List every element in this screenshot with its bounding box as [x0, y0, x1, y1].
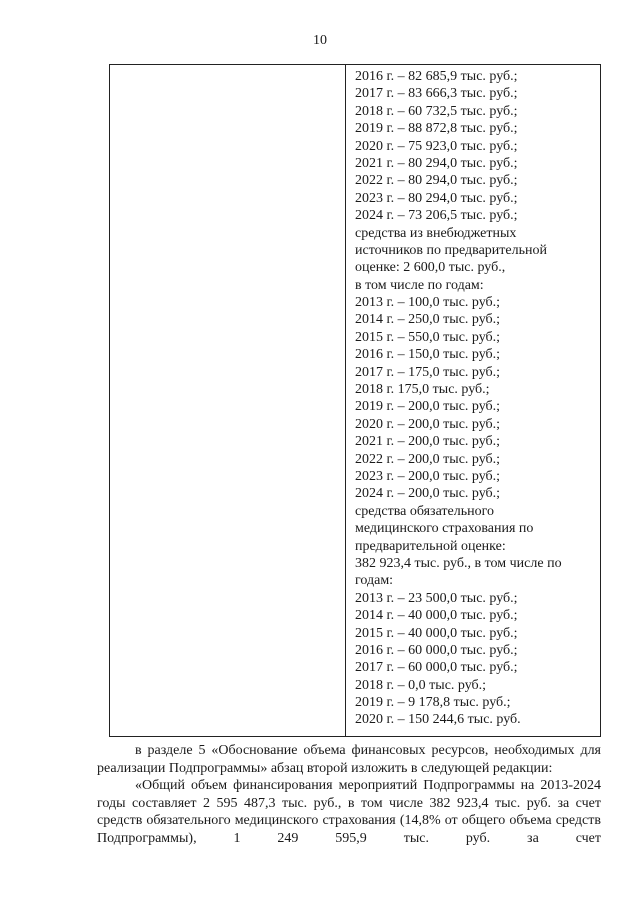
funding-line: 2019 г. – 200,0 тыс. руб.; — [355, 399, 501, 415]
funding-line: оценке: 2 600,0 тыс. руб., — [355, 260, 506, 276]
funding-line: 2016 г. – 150,0 тыс. руб.; — [355, 347, 501, 363]
amendment-paragraph: в разделе 5 «Обоснование объема финансовых ресурсов, необходимых для реализации Подпрограммы» абзац второй изложить в следующей редакции: — [97, 743, 601, 776]
funding-line: 2017 г. – 60 000,0 тыс. руб.; — [355, 660, 518, 676]
funding-line: 2020 г. – 200,0 тыс. руб.; — [355, 416, 501, 432]
funding-line: 2013 г. – 23 500,0 тыс. руб.; — [355, 590, 518, 606]
funding-line: 2018 г. – 60 732,5 тыс. руб.; — [355, 103, 518, 119]
page-number: 10 — [313, 33, 327, 48]
funding-line: 2015 г. – 550,0 тыс. руб.; — [355, 329, 501, 345]
funding-line: 2022 г. – 200,0 тыс. руб.; — [355, 451, 501, 467]
body-text — [97, 742, 601, 847]
funding-cell — [355, 68, 595, 729]
funding-line: 2020 г. – 150 244,6 тыс. руб. — [355, 712, 521, 728]
funding-line: предварительной оценке: — [355, 538, 506, 554]
funding-line: 2019 г. – 9 178,8 тыс. руб.; — [355, 695, 511, 711]
funding-line: источников по предварительной — [355, 242, 547, 258]
funding-line: 2020 г. – 75 923,0 тыс. руб.; — [355, 138, 518, 154]
funding-line: 2019 г. – 88 872,8 тыс. руб.; — [355, 121, 518, 137]
table-column-divider — [345, 65, 346, 736]
funding-line: 382 923,4 тыс. руб., в том числе по — [355, 555, 562, 571]
funding-line: 2016 г. – 82 685,9 тыс. руб.; — [355, 69, 518, 84]
funding-line: 2013 г. – 100,0 тыс. руб.; — [355, 295, 501, 311]
funding-line: 2015 г. – 40 000,0 тыс. руб.; — [355, 625, 518, 641]
funding-line: 2021 г. – 200,0 тыс. руб.; — [355, 434, 501, 450]
funding-line: годам: — [355, 573, 394, 589]
funding-line: средства обязательного — [355, 503, 495, 519]
funding-line: 2016 г. – 60 000,0 тыс. руб.; — [355, 642, 518, 658]
funding-line: 2017 г. – 83 666,3 тыс. руб.; — [355, 86, 518, 102]
funding-line: 2021 г. – 80 294,0 тыс. руб.; — [355, 155, 518, 171]
funding-line: 2024 г. – 200,0 тыс. руб.; — [355, 486, 501, 502]
funding-line: 2017 г. – 175,0 тыс. руб.; — [355, 364, 501, 380]
funding-paragraph: «Общий объем финансирования мероприятий Подпрограммы на 2013-2024 годы составляет 2 595 487,3 тыс. руб., в том числе 382 923,4 тыс. руб. за счет средств обязательного медицинского страхования (14,8% от общего объема средств Подпрограммы), 1 249 595,9 тыс. руб. за счет — [97, 778, 601, 846]
funding-line: в том числе по годам: — [355, 277, 484, 293]
funding-line: 2018 г. 175,0 тыс. руб.; — [355, 382, 490, 398]
funding-line: медицинского страхования по — [355, 521, 534, 537]
funding-line: 2022 г. – 80 294,0 тыс. руб.; — [355, 173, 518, 189]
funding-line: 2024 г. – 73 206,5 тыс. руб.; — [355, 208, 518, 224]
margin-scan-mark — [633, 60, 636, 270]
funding-line: средства из внебюджетных — [355, 225, 517, 241]
funding-line: 2018 г. – 0,0 тыс. руб.; — [355, 677, 487, 693]
funding-line: 2023 г. – 80 294,0 тыс. руб.; — [355, 190, 518, 206]
funding-line: 2014 г. – 250,0 тыс. руб.; — [355, 312, 501, 328]
funding-line: 2023 г. – 200,0 тыс. руб.; — [355, 468, 501, 484]
funding-line: 2014 г. – 40 000,0 тыс. руб.; — [355, 608, 518, 624]
funding-table — [109, 64, 601, 737]
